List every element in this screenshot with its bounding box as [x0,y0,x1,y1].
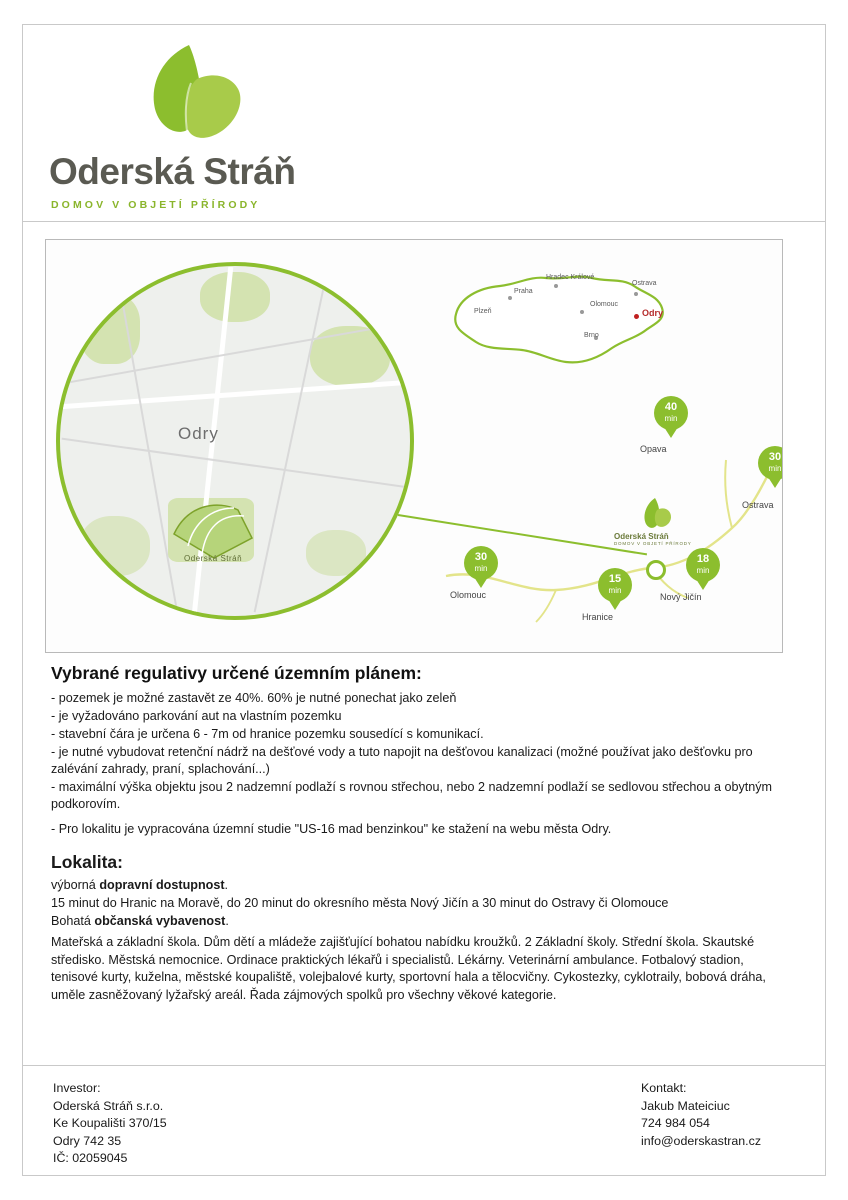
contact-name: Jakub Mateiciuc [641,1098,730,1113]
pin-label-hranice: Hranice [582,612,614,622]
document-header [23,25,825,222]
regulation-item: - je vyžadováno parkování aut na vlastním pozemku [51,709,342,723]
document-body [51,663,791,1005]
lokalita-paragraph: Mateřská a základní škola. Dům dětí a mládeže zajišťující bohatou nabídku kroužků. 2 Základní školy. Střední škola. Skautské středisko. Městská nemocnice. Ordinace praktických lékařů i specialistů. Lékárny. Veterinární ambulance. Fotbalový stadion, tenisové kurty, kuželna, městské koupaliště, volejbalové kurty, sportovní hala a tělocvičny. Cykostezky, cyklotraily, bobová dráha, uměle zasněžovaný lyžařský areál. Řada zájmových spolků pro všechny věkové kategorie. [51,935,766,1002]
brand-title: Oderská Stráň [49,151,296,192]
regulation-item: - je nutné vybudovat retenční nádrž na dešťové vody a tuto napojit na dešťovou kanalizaci (možné používat jako dešťovku pro zalévání zahrady, praní, splachování...) [51,745,753,776]
regulations-list [51,690,791,838]
lokalita-line-3: Bohatá občanská vybavenost. [51,914,229,928]
map-city-label: Odry [178,424,219,443]
regulation-item: - Pro lokalitu je vypracována územní studie "US-16 mad benzinkou" ke stažení na webu města Odry. [51,822,612,836]
pin-label-ostrava: Ostrava [742,500,774,510]
contact-title: Kontakt: [641,1081,687,1095]
locality-detail-map [56,262,414,620]
cz-city-brno: Brno [584,332,599,339]
map-figure [45,239,783,653]
cz-city-odry: Odry [642,308,664,318]
document-page [22,24,826,1176]
pin-label-olomouc: Olomouc [450,590,487,600]
lokalita-heading: Lokalita: [51,852,123,872]
brand-subtitle: DOMOV V OBJETÍ PŘÍRODY [51,199,261,211]
contact-email[interactable]: info@oderskastran.cz [641,1133,762,1148]
site-marker-icon [646,560,666,580]
contact-block [641,1080,761,1150]
site-marker-label: Oderská Stráň DOMOV V OBJETÍ PŘÍRODY [614,532,692,546]
site-leaf-icon [638,496,672,530]
lokalita-line-1: výborná dopravní dostupnost. [51,878,229,892]
cz-city-hradec: Hradec Králové [546,274,595,281]
investor-line: Oderská Stráň s.r.o. [53,1098,164,1113]
investor-line: Ke Koupališti 370/15 [53,1116,167,1130]
investor-block [53,1080,167,1168]
pin-hranice: 15 min [598,568,632,610]
cz-city-olomouc: Olomouc [590,301,619,308]
leaf-icon [127,39,257,149]
cz-city-ostrava: Ostrava [632,280,657,287]
cz-city-praha: Praha [514,288,533,295]
document-footer [23,1065,825,1175]
pin-olomouc: 30 min [464,546,498,588]
lokalita-line-2: 15 minut do Hranic na Moravě, do 20 minut do okresního města Nový Jičín a 30 minut do Ostravy či Olomouce [51,896,669,910]
map-site-label: Oderská Stráň [184,554,243,563]
investor-line: IČ: 02059045 [53,1151,128,1165]
cz-city-plzen: Plzeň [474,308,492,315]
brand-logo [39,31,369,221]
pin-ostrava: 30 min [758,446,783,488]
pin-novy-jicin: 18 min [686,548,720,590]
contact-phone[interactable]: 724 984 054 [641,1116,710,1130]
regulations-heading: Vybrané regulativy určené územním plánem: [51,663,422,683]
lokalita-body [51,877,791,1004]
regulation-item: - pozemek je možné zastavět ze 40%. 60% je nutné ponechat jako zeleň [51,691,457,705]
investor-line: Odry 742 35 [53,1133,122,1148]
regulation-item: - maximální výška objektu jsou 2 nadzemní podlaží s rovnou střechou, nebo 2 nadzemní podlaží se sedlovou střechou a obytným podkorovím. [51,780,773,811]
pin-label-novy-jicin: Nový Jičín [660,592,702,602]
regulation-item: - stavební čára je určena 6 - 7m od hranice pozemku sousedící s komunikací. [51,727,484,741]
investor-title: Investor: [53,1081,101,1095]
pin-label-opava: Opava [640,444,667,454]
pin-opava: 40 min [654,396,688,438]
